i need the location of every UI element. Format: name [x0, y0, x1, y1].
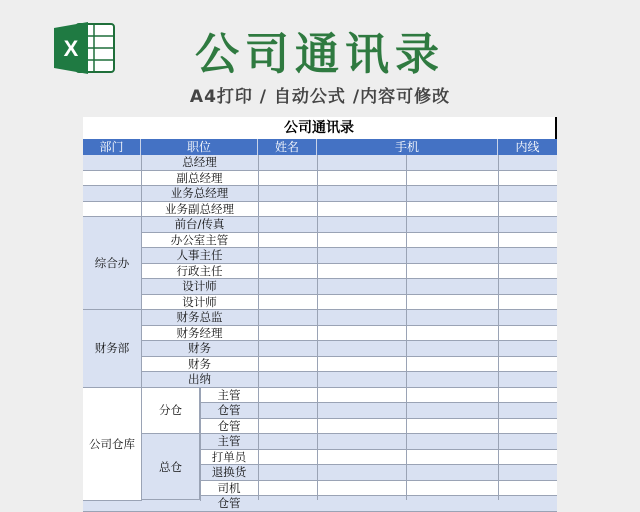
excel-letter: X	[63, 36, 79, 61]
column-header-extension[interactable]: 内线	[498, 139, 557, 155]
table-row[interactable]	[83, 357, 557, 373]
column-divider	[406, 155, 407, 500]
position-cell[interactable]: 前台/传真	[174, 217, 225, 231]
table-row[interactable]	[83, 155, 557, 171]
column-header-department[interactable]: 部门	[83, 139, 141, 155]
position-cell[interactable]: 业务总经理	[170, 186, 229, 200]
column-divider	[317, 155, 318, 500]
position-cell[interactable]: 退换货	[211, 465, 247, 479]
table-row[interactable]	[83, 326, 557, 342]
column-header-mobile[interactable]: 手机	[317, 139, 498, 155]
position-cell[interactable]: 财务	[188, 341, 211, 355]
position-cell[interactable]: 仓管	[217, 403, 241, 417]
position-cell[interactable]: 打单员	[211, 449, 247, 464]
dept-cell-warehouse[interactable]: 公司仓库	[83, 388, 142, 501]
subdept-cell-main[interactable]: 总仓	[142, 434, 200, 500]
dept-cell-admin[interactable]: 综合办	[83, 217, 142, 310]
position-cell[interactable]: 人事主任	[176, 248, 223, 262]
table-row[interactable]	[83, 372, 557, 388]
subdept-cell-branch[interactable]: 分仓	[142, 388, 200, 435]
table-row[interactable]	[83, 248, 557, 264]
position-cell[interactable]: 财务总监	[176, 310, 223, 324]
table-row[interactable]	[83, 341, 557, 357]
table-row[interactable]	[83, 233, 557, 249]
table-row[interactable]	[83, 279, 557, 295]
table-row[interactable]	[83, 310, 557, 326]
column-divider	[141, 155, 142, 500]
table-row[interactable]	[83, 264, 557, 280]
table-row[interactable]	[83, 295, 557, 311]
spreadsheet[interactable]	[83, 117, 557, 510]
dept-cell-finance[interactable]: 财务部	[83, 310, 142, 388]
position-cell[interactable]: 财务	[188, 356, 211, 371]
column-divider	[200, 388, 201, 501]
table-row[interactable]	[83, 186, 557, 202]
position-cell[interactable]: 设计师	[182, 294, 217, 309]
position-cell[interactable]: 总经理	[182, 155, 217, 169]
position-cell[interactable]: 副总经理	[176, 170, 223, 185]
table-row[interactable]	[83, 202, 557, 218]
position-cell[interactable]: 财务经理	[176, 325, 223, 340]
position-cell[interactable]: 业务副总经理	[165, 201, 234, 216]
sheet-title: 公司通讯录	[83, 117, 557, 139]
column-divider	[258, 155, 259, 500]
column-header-position[interactable]: 职位	[141, 139, 258, 155]
position-cell[interactable]: 出纳	[188, 372, 211, 386]
position-cell[interactable]: 主管	[217, 434, 241, 448]
page-subtitle: A4打印 / 自动公式 /内容可修改	[189, 87, 451, 107]
position-cell[interactable]: 仓管	[217, 418, 241, 433]
page-title: 公司通讯录	[195, 29, 445, 80]
position-cell[interactable]: 办公室主管	[170, 232, 229, 247]
position-cell[interactable]: 仓管	[217, 496, 241, 510]
table-row[interactable]	[83, 171, 557, 187]
column-header-name[interactable]: 姓名	[258, 139, 317, 155]
excel-icon	[54, 20, 116, 76]
position-cell[interactable]: 主管	[217, 387, 241, 402]
position-cell[interactable]: 行政主任	[176, 263, 223, 278]
position-cell[interactable]: 设计师	[182, 279, 217, 293]
table-row[interactable]	[83, 217, 557, 233]
position-cell[interactable]: 司机	[217, 480, 241, 495]
column-divider	[498, 155, 499, 500]
